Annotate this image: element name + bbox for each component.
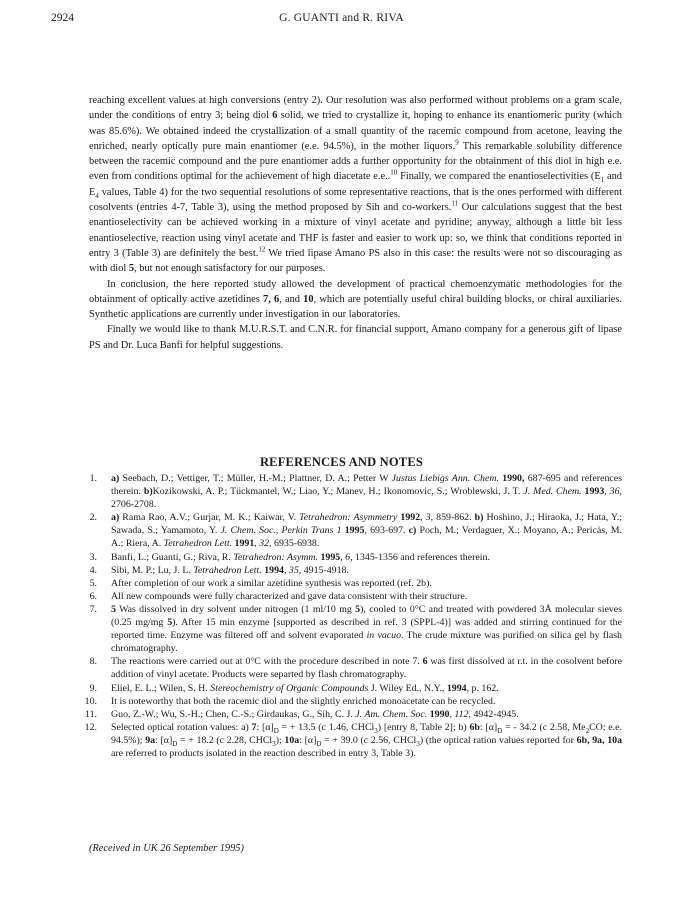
paragraph-acknowledgments: Finally we would like to thank M.U.R.S.T. and C.N.R. for financial support, Amano company for a generous gift of lipase PS and Dr. Luca Banfi for helpful suggestions.	[89, 324, 622, 351]
running-authors: G. GUANTI and R. RIVA	[279, 12, 404, 24]
reference-item: 10. It is noteworthy that both the racemic diol and the slightly enriched monoacetate can be recycled.	[84, 695, 496, 707]
paragraph-results: reaching excellent values at high conversions (entry 2). Our resolution was also performed without problems on a gram scale, under the conditions of entry 3; being diol 6 solid, we tried to crystallize it, hoping to enhance its enantiomeric purity (which was 85.6%). We obtained indeed the crystallization of a small quantity of the racemic compound from acetone, leaving the enriched, nearly optically pure main enantiomer (e.e. 94.5%), in the mother liquors.$^9$ This remarkable solubility difference between the racemic compound and the pure enantiomer adds a further opportunity for the obtainment of this diol in high e.e. even from conditions optimal for the achievement of high diacetate e.e..$^{10}$ Finally, we compared the enantioselectivities ($E_1$ and $E_4$ values, Table 4) for the two sequential resolutions of some representative reactions, that is the ones performed with different cosolvents (entries 4-7, Table 3), using the method proposed by Sih and co-workers.$^{11}$ Our calculations suggest that the best enantioselectivity can be achieved working in a mixture of vinyl acetate and pyridine; anyway, although a little bit less enantioselective, reaction using vinyl acetate and THF is faster and easier to work up: so, we think that conditions reported in entry 3 (Table 3) are definitely the best.$^{12}$ We tried lipase Amano PS also in this case: the results were not so discouraging as with diol 5, but not enough satisfactory for our purposes.	[89, 95, 623, 275]
reference-item: 5. After completion of our work a similar azetidine synthesis was reported (ref. 2b).	[89, 577, 432, 589]
reference-item: 9. Eliel, E. L.; Wilen, S. H. Stereochemistry of Organic Compounds J. Wiley Ed., N.Y., 1994, p. 162.	[89, 682, 499, 694]
reference-item: 2. a) Rama Rao, A.V.; Gurjar, M. K.; Kaiwar, V. Tetrahedron: Asymmetry 1992, 3, 859-862. b) Hoshino, J.; Hiraoka, J.; Hata, Y.; Sawada, S.; Yamamoto, Y. J. Chem. Soc., Perkin Trans 1 1995, 693-697. c) Poch, M.; Verdaguer, X.; Moyano, A.; Pericàs, M. A.; Riera, A. Tetrahedron Lett. 1991, 32, 6935-6938.	[89, 512, 622, 550]
received-date: (Received in UK 26 September 1995)	[89, 843, 244, 854]
references-list	[84, 472, 623, 760]
reference-item: 6. All new compounds were fully characterized and gave data consistent with their structure.	[89, 590, 468, 602]
reference-item: 12. Selected optical rotation values: a) 7: $[\alpha]_D$ = + 13.5 (c 1.46, CHCl$_3$) [entry 8, Table 2]; b) 6b: $[\alpha]_D$ = - 34.2 (c 2.58, $Me_2CO$; e.e. 94.5%); 9a: $[\alpha]_D$ = + 18.2 (c 2.28, CHCl$_3$); 10a: $[\alpha]_D$ = + 39.0 (c 2.56, CHCl$_3$) (the optical ration values reported for 6b, 9a, 10a are referred to products isolated in the reaction described in entry 3, Table 3).	[84, 721, 623, 759]
reference-item: 3. Banfi, L.; Guanti, G.; Riva, R. Tetrahedron: Asymm. 1995, 6, 1345-1356 and references therein.	[89, 551, 490, 563]
reference-item: 8. The reactions were carried out at 0°C with the procedure described in note 7. 6 was first dissolved at r.t. in the cosolvent before addition of vinyl acetate. Products were separted by flash chromatography.	[89, 656, 622, 681]
reference-item: 11. Guo, Z.-W.; Wu, S.-H.; Chen, C.-S.; Girdaukas, G., Sih, C. J. J. Am. Chem. Soc. 1990, 112, 4942-4945.	[85, 708, 519, 720]
paragraph-conclusion: In conclusion, the here reported study allowed the development of practical chemoenzymatic methodologies for the obtainment of optically active azetidines 7, 6, and 10, which are potentially useful chiral building blocks, or chiral auxiliaries. Synthetic applications are currently under investigation in our laboratories.	[89, 278, 623, 321]
running-header	[0, 12, 683, 28]
reference-item: 4. Sibi, M. P.; Lu, J. L. Tetrahedron Lett. 1994, 35, 4915-4918.	[89, 564, 349, 576]
page-number: 2924	[51, 12, 74, 24]
references-heading: REFERENCES AND NOTES	[259, 455, 424, 469]
reference-item: 1. a) Seebach, D.; Vettiger, T.; Müller, H.-M.; Plattner, D. A.; Petter W Justus Liebigs Ann. Chem. 1990, 687-695 and references therein. b)Kozikowski, A. P.; Tückmantel, W.; Liao, Y.; Manev, H.; Ikonomovic, S.; Wroblewski, J. T. J. Med. Chem. 1993, 36, 2706-2708.	[89, 473, 622, 511]
body-text	[89, 93, 622, 353]
reference-item: 7. 5 Was dissolved in dry solvent under nitrogen (1 ml/10 mg 5), cooled to 0°C and treated with powdered 3Å molecular sieves (0.25 mg/mg 5). After 15 min enzyme [supported as described in ref. 3 (SPPL-4)] was added and stirring continued for the reported time. Enzyme was filtered off and solvent evaporated in vacuo. The crude mixture was purified on silica gel by flash chromatography.	[89, 603, 622, 655]
